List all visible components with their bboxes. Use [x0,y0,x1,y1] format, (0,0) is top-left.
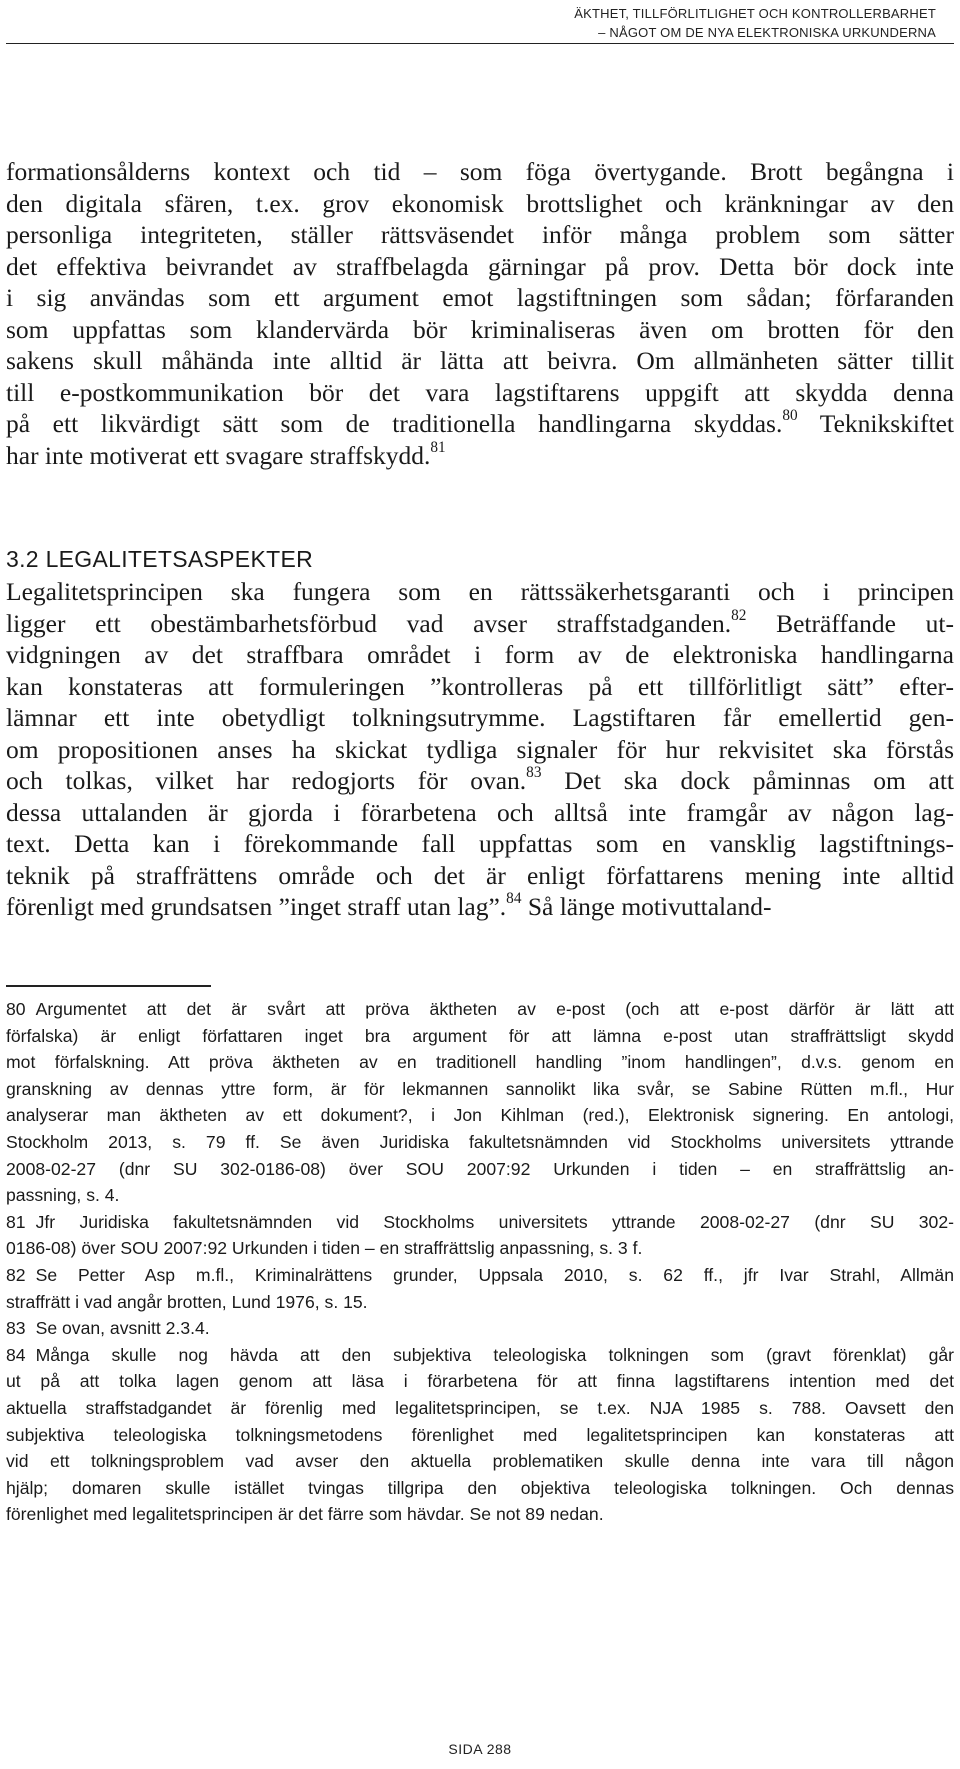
footnote-line [6,1262,954,1289]
footnote-ref[interactable]: 80 [782,407,798,425]
body-line: vidgningen av det straffbara området i form av de elektroniska handlingarna [6,640,954,669]
header-rule [6,43,954,44]
footnotes [6,996,954,1528]
body-line [6,608,954,640]
body-line [6,440,954,472]
body-line-text: Så länge motivuttaland- [521,892,772,921]
body-line: till e-postkommunikation bör det vara lagstiftarens uppgift att skydda denna [6,377,954,407]
footnote-line [6,1209,954,1236]
footnote-line: passning, s. 4. [6,1185,120,1206]
footnote-line-text: Många skulle nog hävda att den subjektiva teleologiska tolkningen som (gravt förenklat) går [35,1344,954,1365]
footnote-line-text: Se Petter Asp m.fl., Kriminalrättens grunder, Uppsala 2010, s. 62 ff., jfr Ivar Strahl, Allmän [35,1264,954,1285]
body-line: Legalitetsprincipen ska fungera som en rättssäkerhetsgaranti och i principen [6,577,954,606]
body-line: personliga integriteten, ställer rättsväsendet inför många problem som sätter [6,220,954,249]
body-line-text: på ett likvärdigt sätt som de traditionella handlingarna skyddas. [6,409,783,438]
footnote-line: mot förfalskning. Att pröva äktheten av en traditionell handling ”inom handlingen”, d.v.s. genom en [6,1052,954,1073]
footnote-line: subjektiva teleologiska tolkningsmetodens förenlighet med legalitetsprincipen kan konstateras att [6,1424,954,1445]
footnote-line: vid ett tolkningsproblem vad avser den aktuella problematiken skulle denna inte vara till någon [6,1451,954,1472]
body-line-text: Teknikskiftet [797,409,954,438]
body-line: om propositionen anses ha skickat tydliga signaler för hur rekvisitet ska förstås [6,734,954,764]
footnote-82 [6,1262,954,1315]
body-line: i sig användas som ett argument emot lagstiftningen som sådan; förfaranden [6,283,954,312]
footnote-number: 80 [6,999,26,1019]
footnote-line: förenlighet med legalitetsprincipen är det färre som hävdar. Se not 89 nedan. [6,1504,604,1525]
body-line-text: Det ska dock påminnas om att [541,766,954,795]
section-heading: 3.2 LEGALITETSASPEKTER [6,546,313,572]
footnote-number: 81 [6,1211,26,1232]
body-line [6,891,954,923]
footnote-ref[interactable]: 84 [506,890,522,908]
footnote-84 [6,1342,954,1528]
footnote-line: 0186-08) över SOU 2007:92 Urkunden i tiden – en straffrättslig anpassning, s. 3 f. [6,1238,643,1259]
footnote-line [6,1315,954,1342]
footnote-line: analyserar man äktheten av ett dokument?, i Jon Kihlman (red.), Elektronisk signering. En antologi, [6,1105,954,1126]
body-line-text: Beträffande ut- [746,608,954,638]
footnote-line: hjälp; domaren skulle istället tvingas tillgripa den objektiva teleologiska tolkningen. Och dennas [6,1477,954,1498]
footnote-ref[interactable]: 82 [731,606,747,624]
body-line: kan konstateras att formuleringen ”kontrolleras på ett tillförlitligt sätt” efter- [6,671,954,701]
body-line [6,765,954,797]
footnote-line-text: Se ovan, avsnitt 2.3.4. [35,1318,210,1339]
footnote-rule [6,985,211,987]
footnote-83 [6,1315,954,1342]
footnote-line: aktuella straffstadgandet är förenlig med legalitetsprincipen, se t.ex. NJA 1985 s. 788. Oavsett den [6,1397,954,1418]
body-line-text: och tolkas, vilket har redogjorts för ovan. [6,766,527,795]
footnote-ref[interactable]: 83 [526,764,542,782]
footnote-line: 2008-02-27 (dnr SU 302-0186-08) över SOU 2007:92 Urkunden i tiden – en straffrättslig an- [6,1158,954,1179]
footnote-line: granskning av dennas yttre form, är för lekmannen sannolikt lika svår, se Sabine Rütten m.fl., Hur [6,1078,954,1099]
footnote-line-text: Jfr Juridiska fakultetsnämnden vid Stockholms universitets yttrande 2008-02-27 (dnr SU 302- [35,1211,954,1232]
footnote-ref[interactable]: 81 [430,438,446,456]
body-line: som uppfattas som klandervärda bör kriminaliseras även om brotten för den [6,314,954,344]
footnote-number: 82 [6,1264,26,1285]
footnote-line: Stockholm 2013, s. 79 ff. Se även Juridiska fakultetsnämnden vid Stockholms universitets yttrande [6,1131,954,1152]
footnote-line-text: Argumentet att det är svårt att pröva äktheten av e-post (och att e-post därför är lätt att [35,999,954,1019]
page-number: SIDA 288 [448,1741,512,1757]
footnote-81 [6,1209,954,1262]
footnote-line: straffrätt i vad angår brotten, Lund 1976, s. 15. [6,1291,368,1312]
body-line: den digitala sfären, t.ex. grov ekonomisk brottslighet och kränkningar av den [6,188,954,218]
body-line: teknik på straffrättens område och det är enligt författarens mening inte alltid [6,860,954,890]
footnote-80 [6,996,954,1209]
footnote-number: 83 [6,1318,26,1339]
body-line-text: ligger ett obestämbarhetsförbud vad avser straffstadganden. [6,608,732,638]
paragraph-1 [6,156,954,471]
paragraph-2 [6,576,954,923]
body-line-text: har inte motiverat ett svagare straffskydd. [6,440,431,470]
footnote-line: ut på att tolka lagen genom att läsa i förarbetena för att finna lagstiftarens intention med det [6,1371,954,1392]
body-line: sakens skull måhända inte alltid är lätta att beivra. Om allmänheten sätter tillit [6,346,954,375]
body-line: det effektiva beivrandet av straffbelagda gärningar på prov. Detta bör dock inte [6,251,954,281]
footnote-line: förfalska) är enligt författaren inget bra argument för att lämna e-post utan straffrättsligt skydd [6,1025,954,1046]
body-line: lämnar ett inte obetydligt tolkningsutrymme. Lagstiftaren får emellertid gen- [6,703,954,732]
footnote-line [6,1342,954,1369]
body-line-text: förenligt med grundsatsen ”inget straff utan lag”. [6,892,507,921]
body-line: dessa uttalanden är gjorda i förarbetena och alltså inte framgår av någon lag- [6,797,954,827]
body-line: formationsålderns kontext och tid – som föga övertygande. Brott begångna i [6,157,954,186]
footnote-number: 84 [6,1344,26,1365]
running-header [336,4,936,42]
running-header-line-2: – NÅGOT OM DE NYA ELEKTRONISKA URKUNDERNA [598,25,936,40]
body-line [6,408,954,440]
running-header-line-1: ÄKTHET, TILLFÖRLITLIGHET OCH KONTROLLERBARHET [574,6,936,21]
body-line: text. Detta kan i förekommande fall uppfattas som en vansklig lagstiftnings- [6,829,954,858]
footnote-line [6,996,954,1023]
